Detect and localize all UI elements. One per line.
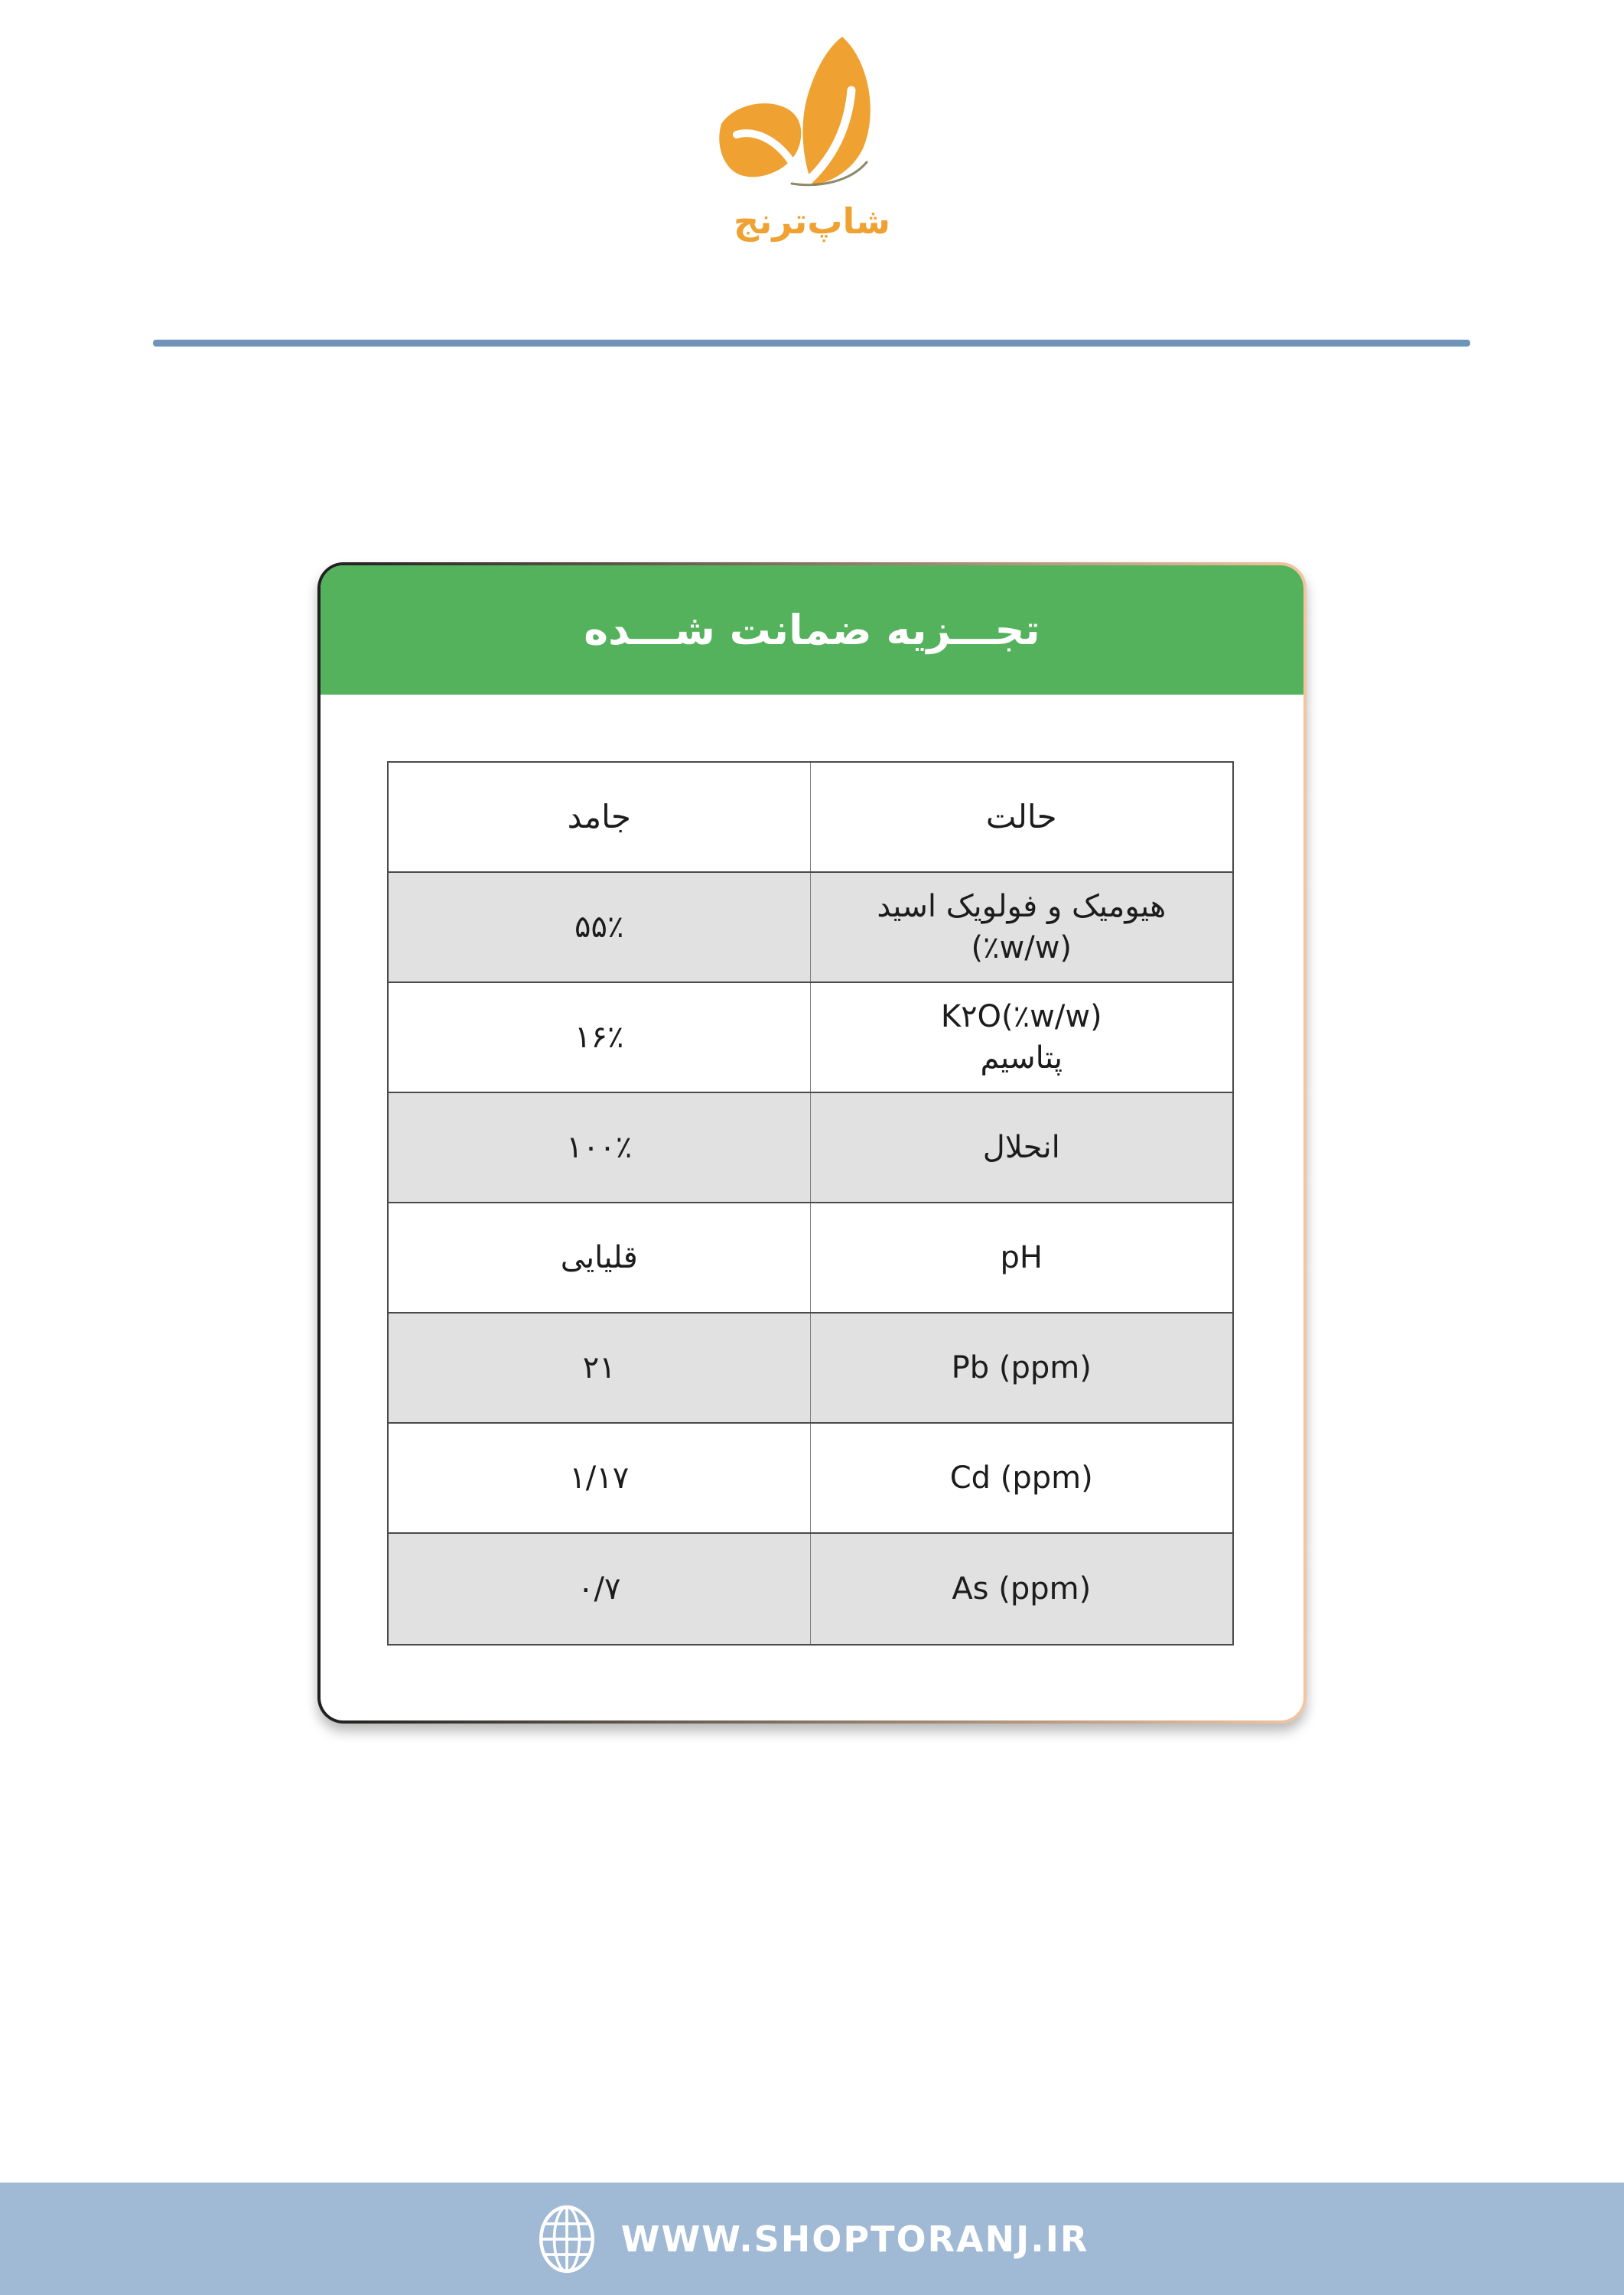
table-row: [389, 983, 1232, 1093]
analysis-card: [317, 562, 1307, 1724]
value-cell: ۵۵٪: [389, 873, 811, 981]
parameter-cell: pH: [1000, 1240, 1043, 1275]
guaranteed-analysis-table: [387, 761, 1234, 1646]
table-header-row: [389, 763, 1232, 873]
website-url: WWW.SHOPTORANJ.IR: [620, 2218, 1089, 2260]
table-row: [389, 873, 1232, 983]
parameter-cell: Cd (ppm): [949, 1460, 1093, 1496]
value-cell: ۱۰۰٪: [389, 1093, 811, 1202]
card-header: [321, 565, 1303, 695]
table-row: [389, 1534, 1232, 1644]
parameter-cell: انحلال: [982, 1130, 1060, 1165]
table-row: [389, 1424, 1232, 1534]
brand-name: شاپ‌ترنج: [733, 200, 891, 242]
parameter-cell: هیومیک و فولویک اسید (٪w/w): [877, 889, 1167, 965]
value-cell: ۰/۷: [389, 1534, 811, 1644]
table-row: [389, 1203, 1232, 1314]
card-title: تجـــزیه ضمانت شـــده: [584, 606, 1040, 654]
column-header-solid: جامد: [389, 763, 811, 871]
globe-icon: [535, 2203, 598, 2275]
column-header-state: حالت: [985, 797, 1057, 835]
value-cell: قلیایی: [389, 1203, 811, 1312]
value-cell: ۱/۱۷: [389, 1424, 811, 1532]
parameter-cell: K۲O(٪w/w) پتاسیم: [940, 999, 1102, 1076]
value-cell: ۱۶٪: [389, 983, 811, 1092]
footer-bar: [0, 2183, 1624, 2295]
leaf-logo-icon: [692, 31, 891, 187]
table-row: [389, 1314, 1232, 1424]
header-divider-line: [153, 340, 1470, 347]
table-row: [389, 1093, 1232, 1203]
parameter-cell: Pb (ppm): [951, 1350, 1092, 1385]
parameter-cell: As (ppm): [952, 1571, 1092, 1606]
value-cell: ۲۱: [389, 1314, 811, 1422]
